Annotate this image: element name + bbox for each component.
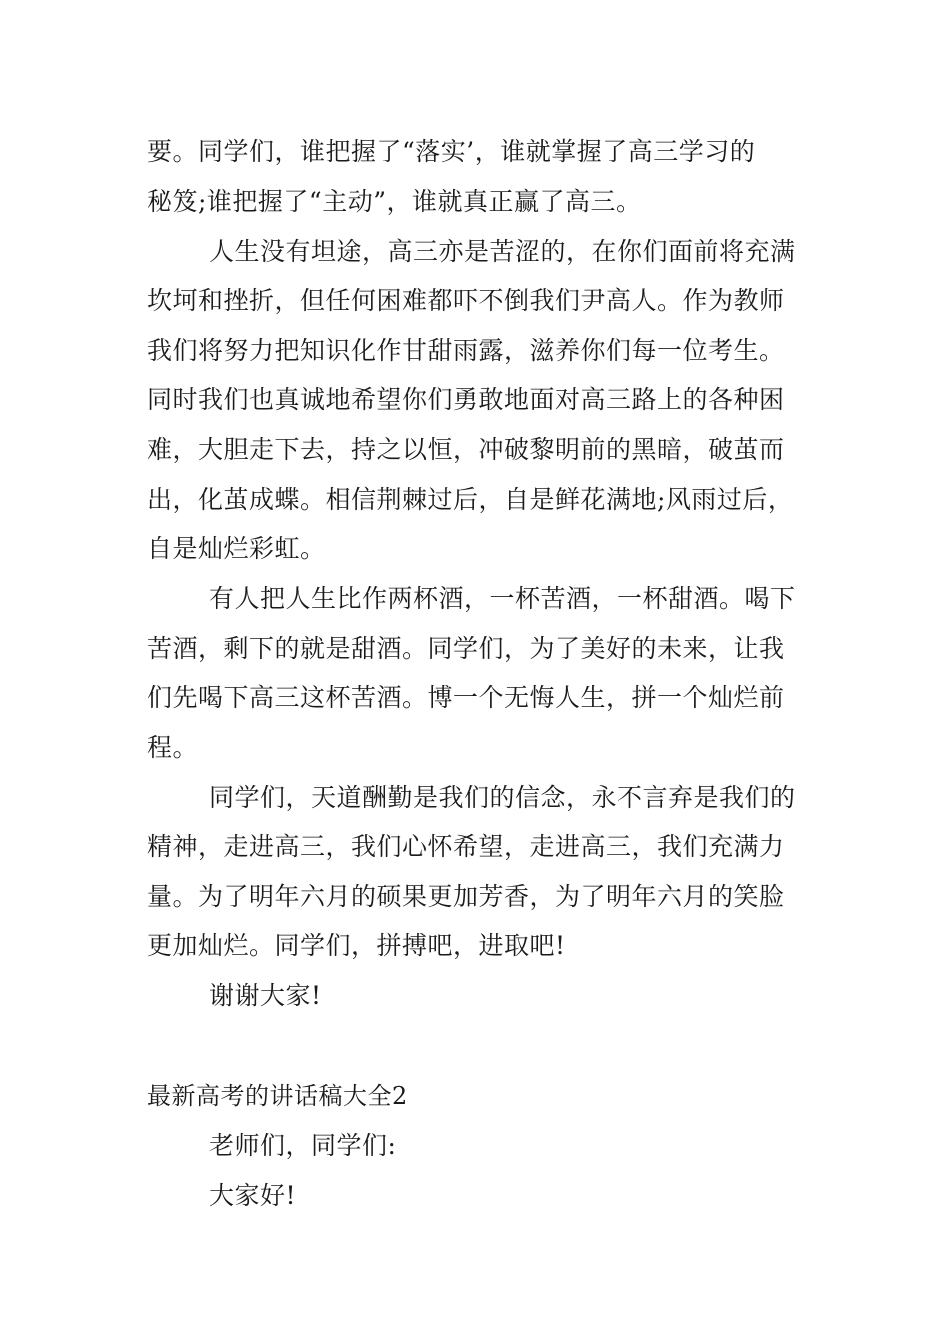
text-line: 同时我们也真诚地希望你们勇敢地面对高三路上的各种困 [147,385,785,414]
paragraph-first-line: 同学们，天道酬勤是我们的信念，永不言弃是我们的 [209,783,796,812]
paragraph-first-line: 人生没有坦途，高三亦是苦涩的，在你们面前将充满 [209,237,796,266]
section-heading: 最新高考的讲话稿大全2 [147,1082,408,1110]
text-line: 精神，走进高三，我们心怀希望，走进高三，我们充满力 [147,832,785,861]
text-line: 出，化茧成蝶。相信荆棘过后，自是鲜花满地;风雨过后， [147,485,794,514]
text-line: 苦酒，剩下的就是甜酒。同学们，为了美好的未来，让我 [147,634,785,663]
text-line: 要。同学们，谁把握了“落实’，谁就掌握了高三学习的 [147,137,756,166]
salutation: 老师们，同学们: [209,1131,397,1160]
greeting: 大家好! [209,1181,297,1210]
text-line: 程。 [147,733,199,762]
text-line: 自是灿烂彩虹。 [147,534,326,563]
text-line: 们先喝下高三这杯苦酒。博一个无悔人生，拼一个灿烂前 [147,683,785,712]
text-line: 我们将努力把知识化作甘甜雨露，滋养你们每一位考生。 [147,336,785,365]
text-line: 坎坷和挫折，但任何困难都吓不倒我们尹高人。作为教师 [147,286,785,315]
paragraph-first-line: 有人把人生比作两杯酒，一杯苦酒，一杯甜酒。喝下 [209,584,796,613]
text-line: 秘笈;谁把握了“主动”，谁就真正赢了高三。 [147,187,642,216]
text-line: 量。为了明年六月的硕果更加芳香，为了明年六月的笑脸 [147,882,785,911]
text-line: 难，大胆走下去，持之以恒，冲破黎明前的黑暗，破茧而 [147,435,785,464]
text-line: 更加灿烂。同学们，拼搏吧，进取吧! [147,931,566,960]
closing-thanks: 谢谢大家! [209,981,322,1010]
